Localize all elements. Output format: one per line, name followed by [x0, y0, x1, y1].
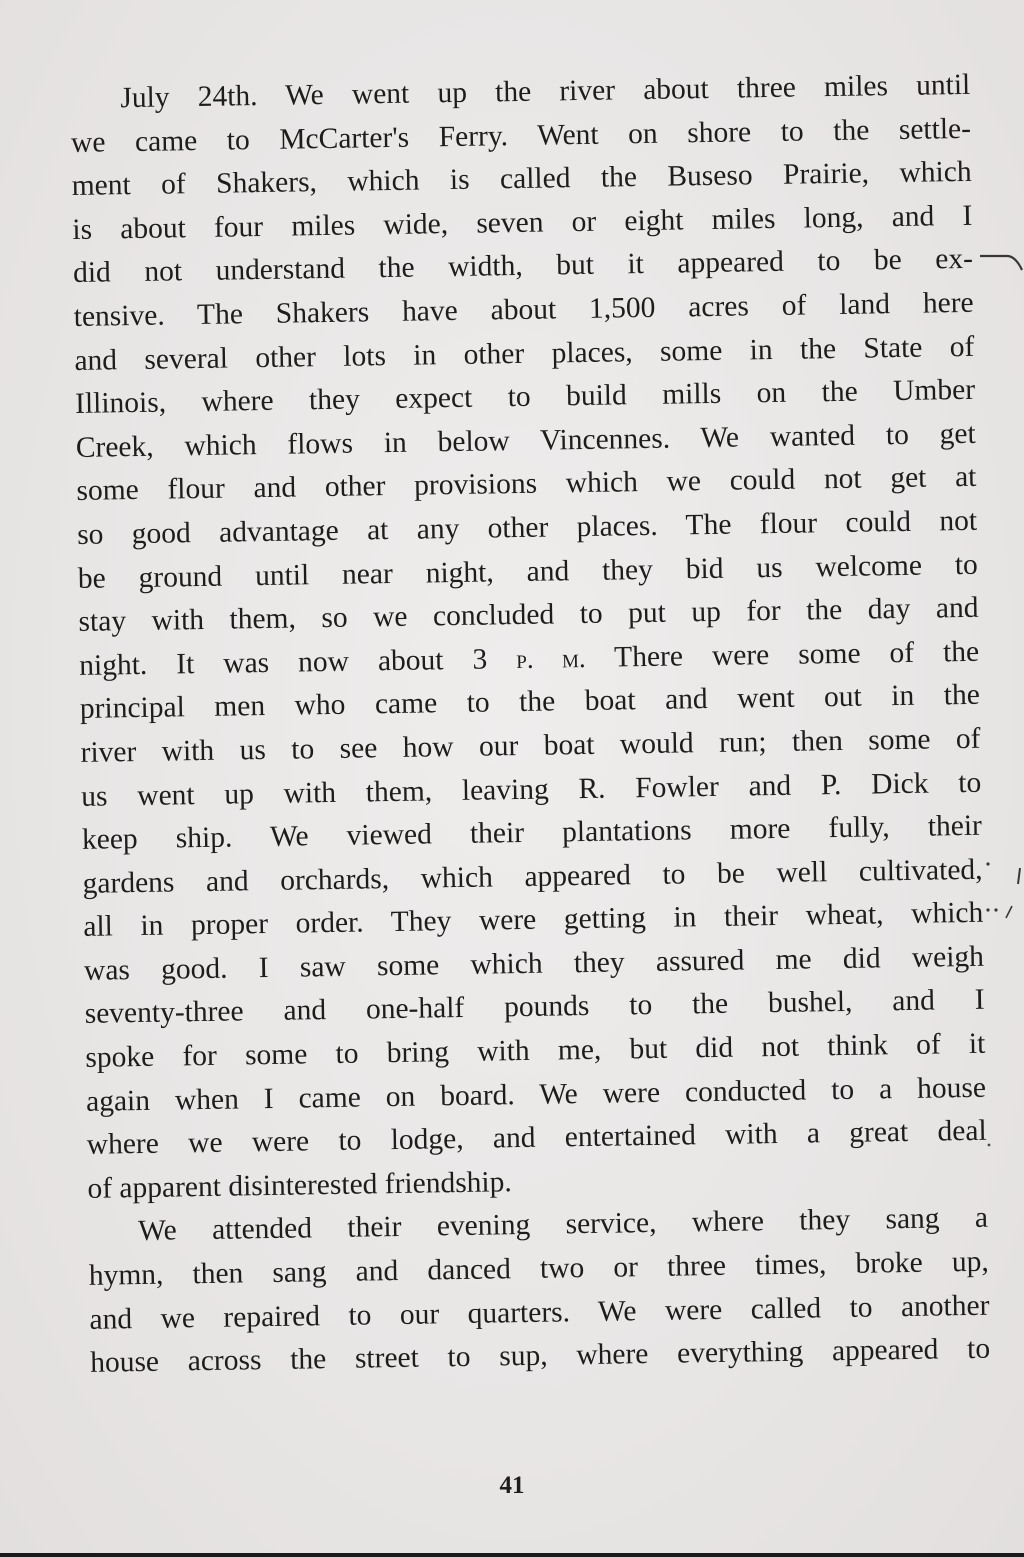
text-line: Illinois, where they expect to build mills on the Umber: [74, 373, 976, 421]
scan-edge: [0, 1553, 1024, 1557]
text-line: of apparent disinterested friendship.: [87, 1166, 512, 1205]
text-line: gardens and orchards, which appeared to be well cultivated,: [82, 853, 983, 900]
text-line: July 24th. We went up the river about three miles until: [120, 68, 971, 115]
paragraph-2: [88, 1197, 991, 1385]
text-line: tensive. The Shakers have about 1,500 acres of land here: [73, 286, 974, 333]
text-line: keep ship. We viewed their plantations more fully, their: [81, 809, 983, 856]
text-line: spoke for some to bring with me, but did not think of it: [85, 1027, 986, 1074]
text-line: river with us to see how our boat would run; then some of: [80, 722, 981, 769]
paragraph-1: [70, 64, 988, 1211]
text-line: Creek, which flows in below Vincennes. We wanted to get: [75, 417, 976, 464]
margin-pencil-mark-icon: [978, 248, 1024, 278]
text-line: ment of Shakers, which is called the Buseso Prairie, which: [71, 156, 972, 203]
text-line: was good. I saw some which they assured me did weigh: [83, 940, 985, 987]
text-line: again when I came on board. We were conducted to a house: [85, 1071, 987, 1118]
text-line: where we were to lodge, and entertained with a great deal: [86, 1114, 987, 1162]
margin-dots-icon: [982, 860, 1024, 920]
text-line: principal men who came to the boat and went out in the: [79, 679, 981, 726]
text-segment: night. It was now about 3: [78, 643, 488, 682]
text-line: is about four miles wide, seven or eight miles long, and I: [72, 199, 973, 246]
text-line: hymn, then sang and danced two or three times, broke up,: [88, 1245, 989, 1292]
body-text: [70, 64, 990, 1386]
text-segment: There were some of the: [613, 635, 980, 674]
time-abbreviation: p. m.: [516, 642, 586, 674]
text-line: did not understand the width, but it appeared to be ex-: [72, 243, 974, 290]
text-line: be ground until near night, and they bid us welcome to: [77, 548, 979, 595]
text-line: all in proper order. They were getting in their wheat, which: [83, 897, 984, 944]
text-line: and several other lots in other places, some in the State of: [74, 330, 975, 377]
text-line: so good advantage at any other places. The flour could not: [76, 504, 978, 551]
page-number: 41: [499, 1472, 525, 1499]
text-line: and we repaired to our quarters. We were called to another: [89, 1289, 990, 1336]
text-line: seventy-three and one-half pounds to the bushel, and I: [84, 984, 985, 1031]
margin-dot-icon: [984, 1140, 994, 1150]
text-line: we came to McCarter's Ferry. Went on shore to the settle-: [70, 112, 972, 159]
text-line: some flour and other provisions which we could not get at: [76, 461, 977, 508]
text-line: stay with them, so we concluded to put up for the day and: [78, 591, 979, 639]
text-line: We attended their evening service, where they sang a: [137, 1202, 989, 1248]
text-line: us went up with them, leaving R. Fowler and P. Dick to: [81, 766, 982, 813]
text-line: house across the street to sup, where everything appeared to: [89, 1332, 991, 1380]
